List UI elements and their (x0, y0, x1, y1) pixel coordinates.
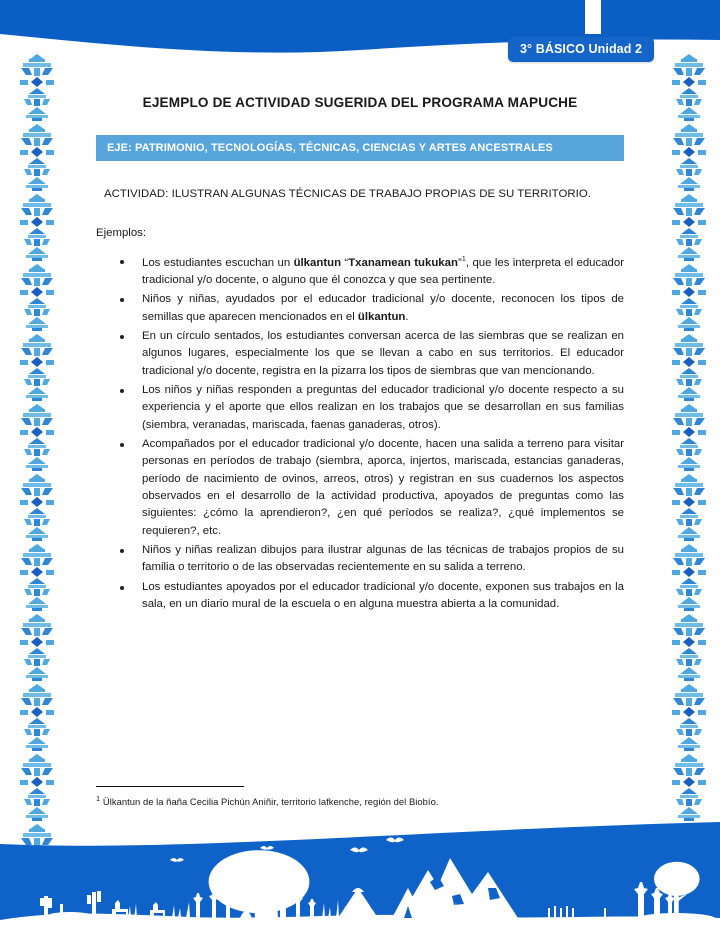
page-title: EJEMPLO DE ACTIVIDAD SUGERIDA DEL PROGRAMA MAPUCHE (142, 95, 578, 110)
list-item-text: Los niños y niñas responden a preguntas del educador tradicional y/o docente respecto a su experiencia y el aporte que ellos realizan en los trabajos que se desarrollan en sus familias (siembra, veranadas, mariscada, faenas ganaderas, otros). (142, 384, 624, 431)
examples-list (96, 253, 624, 613)
list-item-text: En un círculo sentados, los estudiantes conversan acerca de las siembras que se realizan en algunos lugares, especialmente los que se llevan a cabo en sus territorios. El educador tradicional y/o docente, registra en la pizarra los tipos de siembras que van mencionando. (142, 330, 624, 377)
list-item (132, 436, 624, 540)
mapuche-motif-icon (660, 402, 718, 472)
mapuche-motif-icon (660, 332, 718, 402)
list-item-text: ” (457, 256, 462, 269)
footnote-section (96, 786, 624, 807)
list-item (132, 253, 624, 289)
mapuche-motif-icon (660, 682, 718, 752)
list-item (132, 382, 624, 434)
header-notch (585, 0, 601, 34)
mapuche-motif-icon (8, 682, 66, 752)
mapuche-motif-icon (8, 752, 66, 822)
footnote-body: Ülkantun de la ñaña Cecilia Pichún Aniñir, territorio lafkenche, región del Biobío. (100, 796, 439, 808)
footer-landscape-graphic (0, 822, 720, 932)
mapuche-motif-icon (8, 402, 66, 472)
list-item-text: Niños y niñas, ayudados por el educador tradicional y/o docente, reconocen los tipos de semillas que aparecen mencionados en el (142, 293, 624, 323)
mapuche-motif-icon (8, 262, 66, 332)
document-content (96, 95, 624, 615)
list-item (132, 328, 624, 380)
footnote-divider (96, 786, 244, 787)
mapuche-motif-icon (8, 122, 66, 192)
mapuche-motif-icon (660, 192, 718, 262)
mapuche-motif-icon (660, 122, 718, 192)
grade-unit-badge: 3° BÁSICO Unidad 2 (508, 37, 654, 62)
list-item-text: . (405, 310, 409, 323)
mapuche-motif-icon (8, 542, 66, 612)
list-item (132, 291, 624, 326)
mapuche-motif-icon (8, 192, 66, 262)
list-item (132, 542, 624, 577)
mapuche-motif-icon (660, 52, 718, 122)
mapuche-motif-icon (660, 542, 718, 612)
list-item-text: ülkantun (293, 256, 342, 269)
mapuche-motif-icon (8, 472, 66, 542)
list-item-text: Los estudiantes apoyados por el educador tradicional y/o docente, exponen sus trabajos en la sala, en un diario mural de la escuela o en alguna muestra abierta a la comunidad. (142, 580, 624, 611)
mapuche-motif-icon (660, 752, 718, 822)
examples-label: Ejemplos: (96, 227, 147, 239)
mapuche-motif-icon (8, 52, 66, 122)
activity-heading: ACTIVIDAD: ILUSTRAN ALGUNAS TÉCNICAS DE TRABAJO PROPIAS DE SU TERRITORIO. (104, 188, 592, 200)
eje-banner: EJE: PATRIMONIO, TECNOLOGÍAS, TÉCNICAS, CIENCIAS Y ARTES ANCESTRALES (96, 135, 624, 161)
left-ornament-border (8, 52, 66, 852)
list-item-text: , que les interpreta el educador tradicional y/o docente, o alguno que él conozca y que sea pertinente. (142, 256, 624, 287)
list-item (132, 579, 624, 614)
footnote-ref: 1 (461, 254, 466, 263)
mapuche-motif-icon (8, 332, 66, 402)
list-item-text: “ (341, 256, 349, 269)
footnote-text (96, 794, 624, 807)
list-item-text: Txanamean tukukan (348, 256, 458, 269)
mapuche-motif-icon (660, 262, 718, 332)
footnote-marker: 1 (96, 794, 101, 803)
list-item-text: ülkantun (357, 310, 406, 323)
list-item-text: Los estudiantes escuchan un (142, 256, 294, 269)
mapuche-motif-icon (8, 612, 66, 682)
mapuche-motif-icon (660, 612, 718, 682)
list-item-text: Niños y niñas realizan dibujos para ilustrar algunas de las técnicas de trabajos propios de su familia o territorio o de las observadas recientemente en su salida a terreno. (142, 544, 624, 574)
right-ornament-border (660, 52, 718, 852)
list-item-text: Acompañados por el educador tradicional y/o docente, hacen una salida a terreno para visitar personas en períodos de trabajo (siembra, aporca, injertos, mariscada, estancias ganaderas, período de nacimiento de ovinos, arreos, otros) y registran en sus cuadernos los aspectos observados en el desarrollo de la actividad productiva, apoyados de preguntas como las siguientes: ¿cómo la aprendieron?, ¿en qué períodos se realiza?, ¿qué implementos se requieren?, etc. (142, 438, 624, 537)
mapuche-motif-icon (660, 472, 718, 542)
